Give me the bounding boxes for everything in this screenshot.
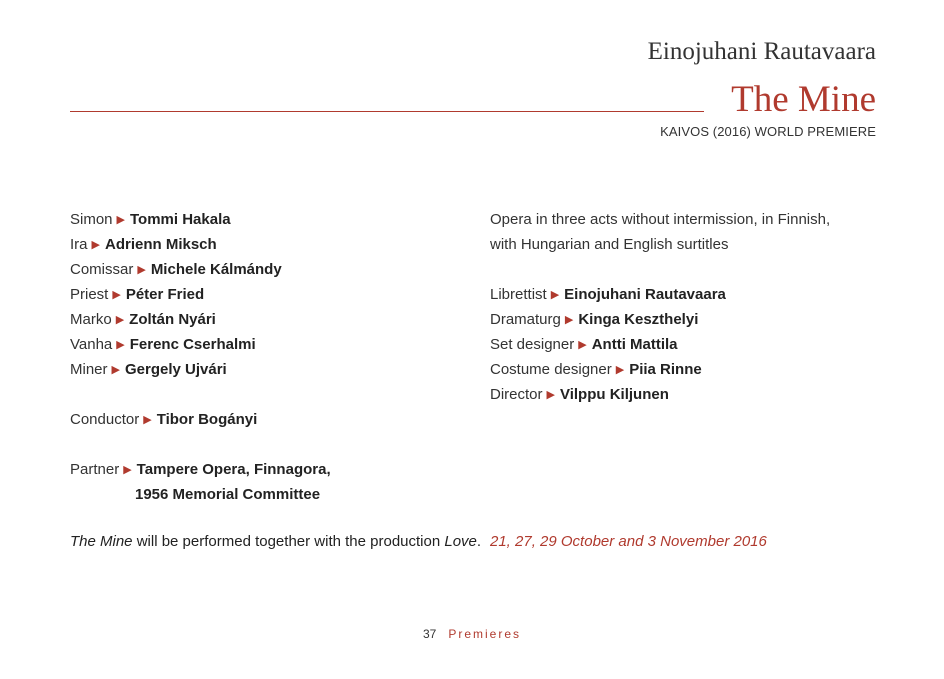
partner-row <box>70 457 331 482</box>
header-rule <box>70 111 704 112</box>
triangle-right-icon: ▶ <box>111 364 120 376</box>
performer-name: Zoltán Nyári <box>129 311 216 328</box>
role-label: Partner <box>70 461 120 478</box>
cast-column <box>70 207 331 507</box>
triangle-right-icon: ▶ <box>116 214 125 226</box>
cast-row <box>70 332 331 357</box>
triangle-right-icon: ▶ <box>615 364 625 376</box>
partner-row-continued <box>70 482 331 507</box>
section-name: Premieres <box>448 627 522 641</box>
production-column <box>490 207 830 407</box>
note-period: . <box>476 533 482 550</box>
cast-row <box>70 257 331 282</box>
role-label: Costume designer <box>490 361 612 378</box>
note-production: Love <box>444 533 477 550</box>
spacer <box>490 257 830 282</box>
role-label: Conductor <box>70 411 140 428</box>
role-label: Marko <box>70 311 112 328</box>
triangle-right-icon: ▶ <box>546 389 555 401</box>
performance-note <box>70 533 481 550</box>
creative-name: Piia Rinne <box>629 361 702 378</box>
triangle-right-icon: ▶ <box>115 314 125 326</box>
role-label: Vanha <box>70 336 113 353</box>
creative-name: Kinga Keszthelyi <box>578 311 699 328</box>
triangle-right-icon: ▶ <box>564 314 574 326</box>
conductor-name: Tibor Bogányi <box>156 411 258 428</box>
triangle-right-icon: ▶ <box>578 339 587 351</box>
creative-row <box>490 357 830 382</box>
triangle-right-icon: ▶ <box>116 339 125 351</box>
triangle-right-icon: ▶ <box>143 414 152 426</box>
cast-row <box>70 207 331 232</box>
role-label: Miner <box>70 361 108 378</box>
creative-row <box>490 307 830 332</box>
cast-row <box>70 307 331 332</box>
partner-name: 1956 Memorial Committee <box>135 486 321 503</box>
composer-name: Einojuhani Rautavaara <box>647 38 876 65</box>
performer-name: Ferenc Cserhalmi <box>129 336 256 353</box>
opera-subtitle: KAIVOS (2016) WORLD PREMIERE <box>660 124 876 139</box>
role-label: Dramaturg <box>490 311 561 328</box>
page-footer <box>0 627 944 641</box>
triangle-right-icon: ▶ <box>91 239 100 251</box>
description-line: Opera in three acts without intermission, in Finnish, <box>490 211 831 228</box>
page-number: 37 <box>422 627 437 641</box>
role-label: Director <box>490 386 543 403</box>
performance-dates: 21, 27, 29 October and 3 November 2016 <box>490 533 767 550</box>
performer-name: Péter Fried <box>125 286 205 303</box>
role-label: Priest <box>70 286 109 303</box>
cast-row <box>70 357 331 382</box>
triangle-right-icon: ▶ <box>123 464 132 476</box>
note-title: The Mine <box>70 533 133 550</box>
performer-name: Gergely Ujvári <box>124 361 227 378</box>
creative-name: Vilppu Kiljunen <box>559 386 669 403</box>
partner-name: Tampere Opera, Finnagora, <box>136 461 331 478</box>
creative-row <box>490 332 830 357</box>
role-label: Simon <box>70 211 113 228</box>
creative-row <box>490 282 830 307</box>
role-label: Set designer <box>490 336 575 353</box>
role-label: Librettist <box>490 286 547 303</box>
triangle-right-icon: ▶ <box>112 289 121 301</box>
triangle-right-icon: ▶ <box>550 289 560 301</box>
triangle-right-icon: ▶ <box>137 264 146 276</box>
creative-name: Einojuhani Rautavaara <box>564 286 726 303</box>
creative-name: Antti Mattila <box>591 336 678 353</box>
performer-name: Tommi Hakala <box>130 211 231 228</box>
performer-name: Michele Kálmándy <box>150 261 282 278</box>
creative-row <box>490 382 830 407</box>
role-label: Comissar <box>70 261 134 278</box>
spacer <box>70 382 331 407</box>
note-text: will be performed together with the production <box>132 533 445 550</box>
conductor-row <box>70 407 331 432</box>
spacer <box>70 432 331 457</box>
performer-name: Adrienn Miksch <box>104 236 217 253</box>
description-line: with Hungarian and English surtitles <box>490 236 729 253</box>
cast-row <box>70 282 331 307</box>
role-label: Ira <box>70 236 88 253</box>
cast-row <box>70 232 331 257</box>
opera-title: The Mine <box>731 79 876 120</box>
